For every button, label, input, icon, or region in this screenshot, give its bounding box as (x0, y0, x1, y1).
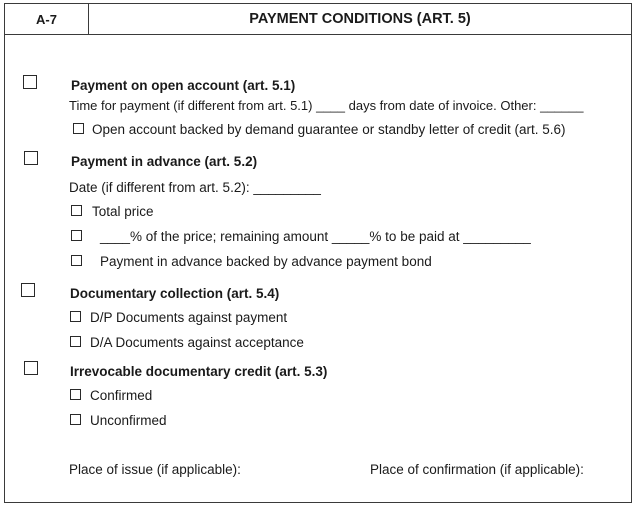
section-title: PAYMENT CONDITIONS (ART. 5) (249, 11, 471, 27)
advance-bond-label: Payment in advance backed by advance payment bond (100, 254, 432, 269)
unconfirmed-checkbox[interactable] (70, 414, 81, 425)
advance-title: Payment in advance (art. 5.2) (71, 154, 258, 169)
documentary-credit-checkbox[interactable] (24, 361, 38, 375)
advance-checkbox[interactable] (24, 151, 38, 165)
dp-label: D/P Documents against payment (90, 310, 288, 325)
documentary-collection-checkbox[interactable] (21, 283, 35, 297)
place-of-confirmation-label: Place of confirmation (if applicable): (370, 462, 584, 477)
partial-price-checkbox[interactable] (71, 230, 82, 241)
open-account-guarantee-label: Open account backed by demand guarantee or standby letter of credit (art. 5.6) (92, 122, 566, 137)
total-price-label: Total price (92, 204, 154, 219)
form-header (5, 4, 631, 35)
section-code: A-7 (5, 4, 89, 34)
confirmed-label: Confirmed (90, 388, 153, 403)
confirmed-checkbox[interactable] (70, 389, 81, 400)
advance-date-line: Date (if different from art. 5.2): _________ (69, 180, 321, 195)
open-account-checkbox[interactable] (23, 75, 37, 89)
open-account-time-line: Time for payment (if different from art. 5.1) ____ days from date of invoice. Other: ______ (69, 98, 584, 113)
open-account-guarantee-checkbox[interactable] (73, 123, 84, 134)
dp-checkbox[interactable] (70, 311, 81, 322)
open-account-title: Payment on open account (art. 5.1) (71, 78, 296, 93)
unconfirmed-label: Unconfirmed (90, 413, 167, 428)
da-label: D/A Documents against acceptance (90, 335, 304, 350)
advance-bond-checkbox[interactable] (71, 255, 82, 266)
place-of-issue-label: Place of issue (if applicable): (69, 462, 241, 477)
da-checkbox[interactable] (70, 336, 81, 347)
total-price-checkbox[interactable] (71, 205, 82, 216)
partial-price-line: ____% of the price; remaining amount _____% to be paid at _________ (100, 229, 531, 244)
documentary-credit-title: Irrevocable documentary credit (art. 5.3) (70, 364, 328, 379)
documentary-collection-title: Documentary collection (art. 5.4) (70, 286, 280, 301)
